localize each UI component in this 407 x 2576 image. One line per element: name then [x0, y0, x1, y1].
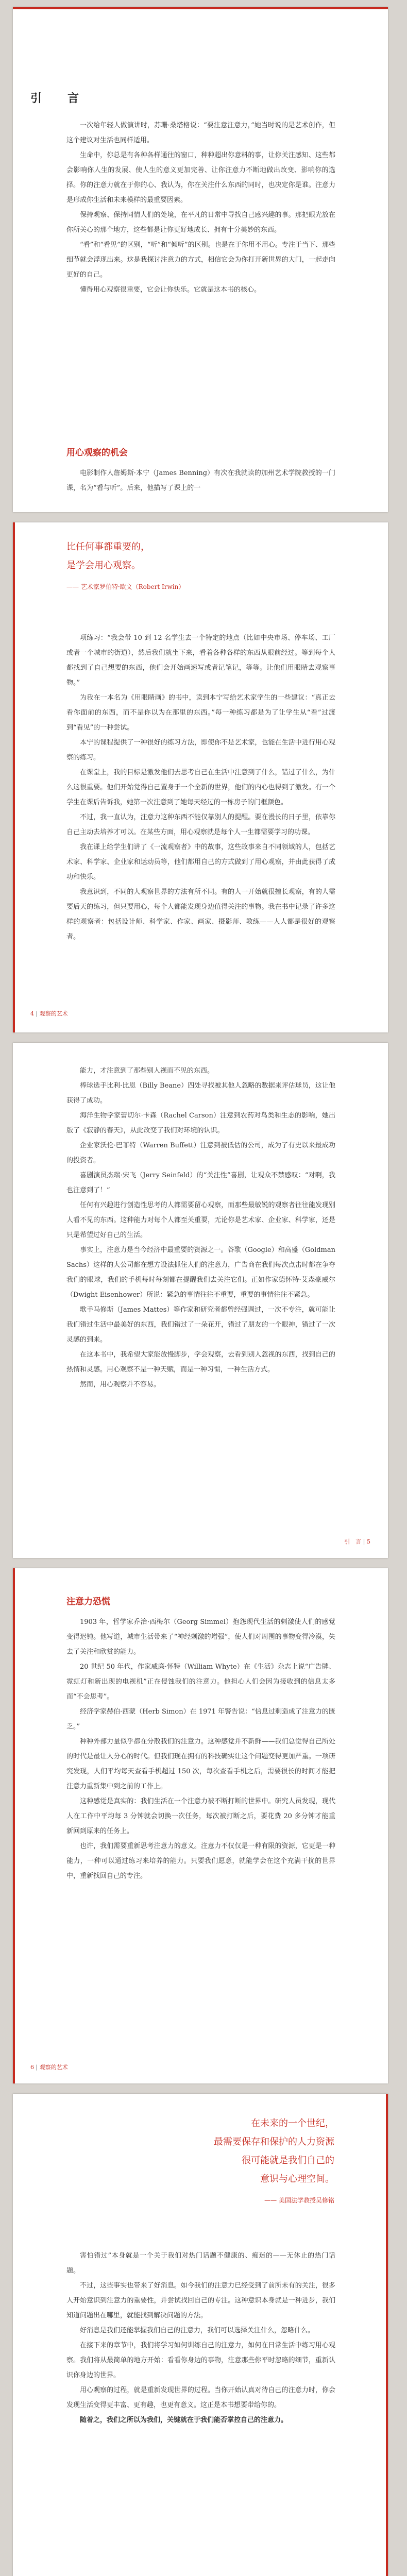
quote-side-bar — [386, 2094, 388, 2576]
paragraph: 我在课上给学生们讲了《一流观察者》中的故事，这些故事来自不同领域的人，包括艺术家、科学家、企业家和运动员等，他们都用自己的方式做到了用心观察，并由此获得了成功和快乐。 — [66, 843, 335, 881]
section-title: 注意力恐慌 — [66, 1597, 110, 1607]
page-footer: 引 言 | 5 — [344, 1538, 370, 1545]
epigraph-author: —— 美国法学教授吴修铭 — [264, 2197, 334, 2204]
paragraph: 不过，我一直认为，注意力这种东西不能仅靠别人的提醒。要在漫长的日子里，依靠你自己主动去培养才可以。在某些方面，用心观察就是每个人一生都需要学习的功课。 — [66, 814, 335, 836]
running-title: 观察的艺术 — [39, 2064, 68, 2071]
page-number: 5 — [367, 1538, 370, 1545]
page-1 — [13, 7, 388, 512]
page-4 — [13, 1568, 388, 2083]
body-text — [66, 631, 335, 944]
body-text — [66, 2248, 335, 2428]
paragraph: 能力，才注意到了那些别人视而不见的东西。 — [80, 1067, 214, 1075]
section-title: 用心观察的机会 — [66, 448, 128, 458]
paragraph: 不过，这些事实也带来了好消息。如今我们的注意力已经受到了前所未有的关注，很多人开始意识到注意力的重要性，并尝试找回自己的专注。这种意识本身就是一种进步，我们知道问题出在哪里，就能找到解决问题的方法。 — [66, 2282, 335, 2319]
epigraph-line: 很可能就是我们自己的 — [242, 2155, 334, 2166]
paragraph: 我意识到，不同的人观察世界的方法有所不同。有的人一开始就很擅长观察，有的人需要后天的练习，但只要用心，每个人都能发现身边值得关注的事物。我在书中记录了许多这样的观察者：包括设计师、科学家、作家、画家、摄影师、教练——人人都是很好的观察者。 — [66, 888, 335, 941]
quote-side-bar — [13, 522, 15, 1032]
paragraph: 种种外部力量似乎都在分散我们的注意力。这种感觉并不新鲜——我们总觉得自己所处的时代是最让人分心的时代。但我们现在拥有的科技确实让这个问题变得更加严重。一项研究发现，人们平均每天查看手机超过 150 次，每次查看手机之后，需要很长的时间才能把注意力重新集中到之前的工作上。 — [66, 1738, 335, 1790]
paragraph: “看”和“看见”的区别，“听”和“倾听”的区别。也是在于你用不用心。专注于当下、那些细节就会浮现出来。这是我探讨注意力的方式，相信它会为你打开新世界的大门，一起走向更好的自己。 — [66, 241, 335, 279]
paragraph: 在这本书中，我希望大家能放慢脚步，学会观察，去看到别人忽视的东西，找到自己的热情和灵感。用心观察不是一种天赋，而是一种习惯，一种生活方式。 — [66, 1351, 335, 1374]
running-title: 观察的艺术 — [39, 1010, 68, 1017]
paragraph: 随着之，我们之所以为我们，关键就在于我们能否掌控自己的注意力。 — [80, 2416, 288, 2424]
body-text — [66, 1615, 335, 1884]
intro-body — [66, 118, 335, 297]
paragraph: 本宁的课程提供了一种很好的练习方法，即使你不是艺术家，也能在生活中进行用心观察的练习。 — [66, 739, 335, 761]
body-text — [66, 1063, 335, 1392]
paragraph: 也许，我们需要重新思考注意力的意义。注意力不仅仅是一种有限的资源，它更是一种能力，一种可以通过练习来培养的能力。只要我们愿意，就能学会在这个充满干扰的世界中，重新找回自己的专注。 — [66, 1842, 335, 1880]
epigraph — [65, 2114, 334, 2205]
paragraph: 在课堂上，我的目标是激发他们去思考自己在生活中注意到了什么，错过了什么，为什么这很重要。他们开始觉得自己置身于一个全新的世界，他们的内心也得到了激发。有一个学生在课后告诉我，她第一次注意到了她每天经过的一栋房子的门框颜色。 — [66, 769, 335, 806]
epigraph-line: 是学会用心观察。 — [66, 560, 141, 571]
paragraph: 任何有兴趣进行创造性思考的人都需要留心观察，而那些最敏锐的观察者往往能发现别人看不见的东西。这种能力对每个人都至关重要，无论你是艺术家、企业家、科学家，还是只是希望过好自己的生活。 — [66, 1201, 335, 1239]
paragraph: 一次给年轻人做演讲时，苏珊·桑塔格说：“要注意注意力，”她当时说的是艺术创作，但这个建议对生活也同样适用。 — [66, 122, 335, 144]
page-number: 6 — [30, 2064, 34, 2071]
section-body — [66, 466, 335, 496]
page-number: 4 — [30, 1010, 34, 1017]
paragraph: 喜剧演员杰瑞·宋飞（Jerry Seinfeld）的“关注性”喜剧，让观众不禁感叹：“对啊，我也注意到了！” — [66, 1172, 335, 1194]
paragraph: 歌手马修斯（James Mattes）等作家和研究者都曾经强调过，一次不专注，就可能让我们错过生活中最美好的东西，我们错过了一朵花开，错过了朋友的一个眼神，错过了一次灵感的到来。 — [66, 1306, 335, 1344]
epigraph — [66, 538, 335, 591]
page-2 — [13, 522, 388, 1032]
paragraph: 20 世纪 50 年代，作家威廉·怀特（William Whyte）在《生活》杂志上说“广告牌、霓虹灯和新出现的电视机”正在侵蚀我们的注意力。他担心人们会因为接收到的信息太多而“不会思考”。 — [66, 1663, 335, 1701]
running-title: 引 言 — [344, 1538, 362, 1545]
section-side-bar — [13, 1568, 15, 2083]
paragraph: 这种感觉是真实的：我们生活在一个注意力被不断打断的世界中。研究人员发现，现代人在工作中平均每 3 分钟就会切换一次任务，每次被打断之后，要花费 20 多分钟才能重新回到原来的任务上。 — [66, 1798, 335, 1835]
paragraph: 然而，用心观察并不容易。 — [80, 1381, 161, 1388]
epigraph-line: 最需要保存和保护的人力资源 — [214, 2137, 334, 2147]
paragraph: 企业家沃伦·巴菲特（Warren Buffett）注意到被低估的公司，成为了有史以来最成功的投资者。 — [66, 1142, 335, 1164]
page-footer: 6 | 观察的艺术 — [30, 2064, 68, 2071]
paragraph: 好消息是我们还能掌握我们自己的注意力，我们可以选择关注什么，忽略什么。 — [80, 2327, 315, 2334]
page-5 — [13, 2094, 388, 2576]
paragraph: 海洋生物学家蕾切尔·卡森（Rachel Carson）注意到农药对鸟类和生态的影响，她出版了《寂静的春天》，从此改变了我们对环境的认识。 — [66, 1112, 335, 1134]
paragraph: 事实上，注意力是当今经济中最重要的资源之一。谷歌（Google）和高盛（Goldman Sachs）这样的大公司都在想方设法抓住人们的注意力，广告商在我们每次点击时都在争夺我们的眼球，我们的手机每时每刻都在提醒我们去关注它们。正如作家德怀特·艾森豪威尔（Dwight Eisenhower）所说：紧急的事情往往不重要，重要的事情往往不紧急。 — [66, 1246, 335, 1299]
paragraph: 害怕错过”本身就是一个关于我们对热门话题不健康的、痴迷的——无休止的热门话题。 — [66, 2252, 335, 2275]
paragraph: 1903 年，哲学家乔治·西梅尔（Georg Simmel）抱怨现代生活的刺激使人们的感觉变得迟钝。他写道，城市生活带来了“神经刺激的增强”，使人们对周围的事物变得冷漠，失去了关注和欣赏的能力。 — [66, 1618, 335, 1656]
paragraph: 保持观察、保持同情人们的处境，在平凡的日常中寻找自己感兴趣的事。那把眼光放在你所关心的那个地方，这些都是让你更好地成长、拥有十分美妙的东西。 — [66, 211, 335, 234]
top-red-bar — [13, 7, 388, 9]
paragraph: 用心观察的过程，就是重新发现世界的过程。当你开始认真对待自己的注意力时，你会发现生活变得更丰富、更有趣，也更有意义。这正是本书想要带给你的。 — [66, 2386, 335, 2409]
epigraph-author: —— 艺术家罗伯特·欧文（Robert Irwin） — [66, 583, 185, 590]
paragraph: 懂得用心观察很重要，它会让你快乐。它就是这本书的核心。 — [80, 286, 261, 294]
epigraph-line: 意识与心理空间。 — [260, 2174, 334, 2184]
page-title: 引 言 — [30, 92, 87, 105]
epigraph-line: 比任何事都重要的， — [66, 541, 150, 552]
paragraph: 项练习：“我会带 10 到 12 名学生去一个特定的地点（比如中央市场、停车场、工厂或者一个城市的街道），然后我们就坐下来，看着各种各样的东西从眼前经过。等到每个人都找到了自己想要的东西，他们会开始画速写或者记笔记，等等。让他们用眼睛去观察事物。” — [66, 634, 335, 687]
paragraph: 生命中，你总是有各种各样通往的窗口，种种超出你意料的事，让你关注感知、这些都会影响你人生的发展、使人生的意义更加完善、让你注意力不断地做出改变、影响你的选择。你的注意力就在于你的心、我认为，你在关注什么东西的同时，也决定你是谁。注意力是形成你生活和未来模样的最重要因素。 — [66, 151, 335, 204]
epigraph-line: 在未来的一个世纪， — [251, 2118, 334, 2129]
paragraph: 经济学家赫伯·西蒙（Herb Simon）在 1971 年警告说：“信息过剩造成了注意力的匮乏。” — [66, 1708, 335, 1731]
paragraph: 在接下来的章节中，我们将学习如何训练自己的注意力，如何在日常生活中练习用心观察。我们将从最简单的地方开始：看看你身边的事物，注意那些你平时忽略的细节，重新认识你身边的世界。 — [66, 2342, 335, 2379]
paragraph: 电影制作人詹姆斯·本宁（James Benning）有次在我就读的加州艺术学院教授的一门课，名为“看与听”。后来，他描写了课上的一 — [66, 469, 335, 492]
paragraph: 棒球选手比利·比恩（Billy Beane）四处寻找被其他人忽略的数据来评估球员，这让他获得了成功。 — [66, 1082, 335, 1105]
paragraph: 为我在一本名为《用眼睛画》的书中，读到本宁写给艺术家学生的一些建议：“真正去看你面前的东西，而不是你以为在那里的东西。”每一种练习都是为了让学生从“看”过渡到“看见”的一种尝试。 — [66, 694, 335, 732]
page-footer: 4 | 观察的艺术 — [30, 1010, 68, 1017]
page-3 — [13, 1043, 388, 1558]
